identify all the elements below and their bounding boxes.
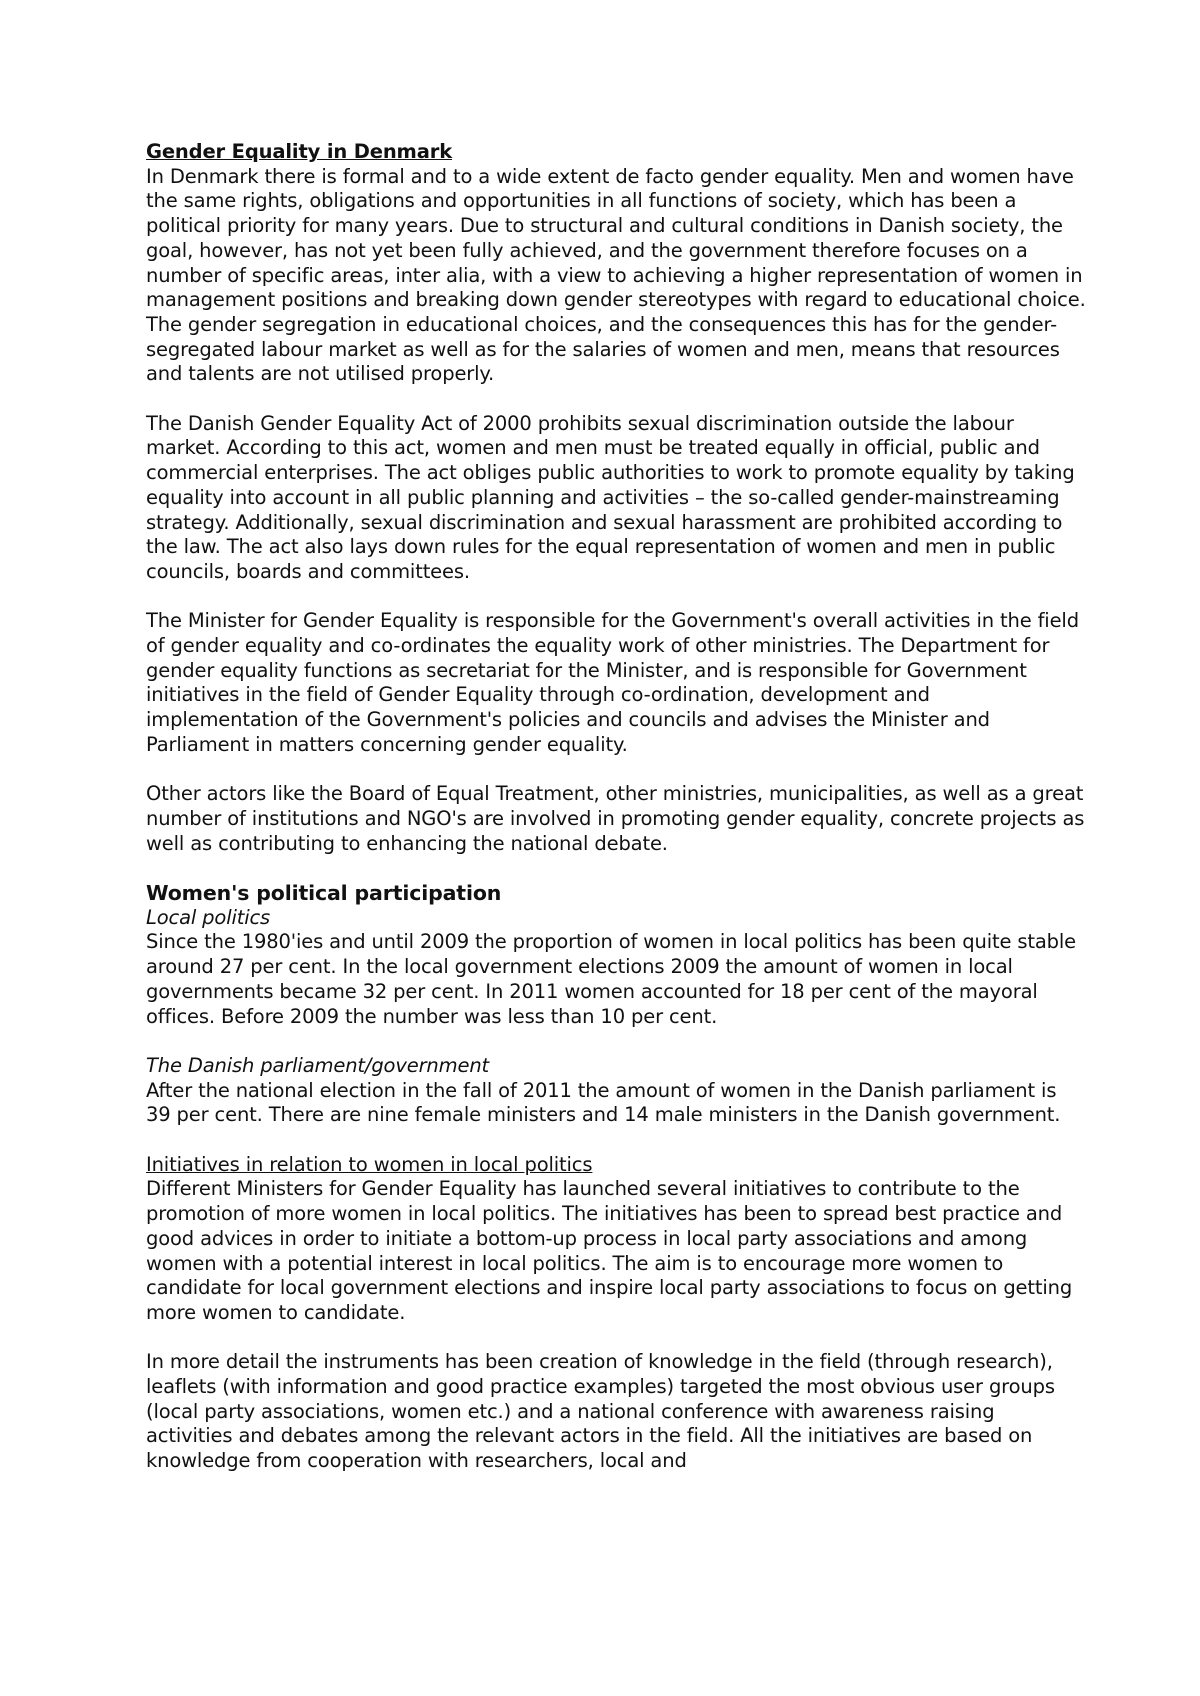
document-title: Gender Equality in Denmark (146, 140, 453, 163)
document-page (146, 140, 1086, 1474)
paragraph-instruments: In more detail the instruments has been creation of knowledge in the field (through research), leaflets (with information and good practice examples) targeted the most obvious user groups (local party associations, women etc.) and a national conference with awareness raising activities and debates among the relevant actors in the field. All the initiatives are based on knowledge from cooperation with researchers, local and (146, 1350, 1055, 1473)
section-heading-political-participation: Women's political participation (146, 881, 502, 906)
paragraph-initiatives: Different Ministers for Gender Equality has launched several initiatives to contribute to the promotion of more women in local politics. The initiatives has been to spread best practice and good advices in order to initiate a bottom-up process in local party associations and among women with a potential interest in local politics. The aim is to encourage more women to candidate for local government elections and inspire local party associations to focus on getting more women to candidate. (146, 1177, 1073, 1324)
subheading-parliament: The Danish parliament/government (146, 1053, 490, 1077)
paragraph-parliament: After the national election in the fall of 2011 the amount of women in the Danish parliament is 39 per cent. There are nine female ministers and 14 male ministers in the Danish government. (146, 1078, 1061, 1127)
subheading-initiatives: Initiatives in relation to women in local politics (146, 1152, 593, 1176)
intro-paragraph-3: The Minister for Gender Equality is responsible for the Government's overall activities in the field of gender equality and co-ordinates the equality work of other ministries. The Department for gender equality functions as secretariat for the Minister, and is responsible for Government initiatives in the field of Gender Equality through co-ordination, development and implementation of the Government's policies and councils and advises the Minister and Parliament in matters concerning gender equality. (146, 609, 1079, 756)
subheading-local-politics: Local politics (146, 905, 271, 929)
intro-paragraph-4: Other actors like the Board of Equal Treatment, other ministries, municipalities, as well as a great number of institutions and NGO's are involved in promoting gender equality, concrete projects as well as contributing to enhancing the national debate. (146, 782, 1085, 855)
intro-paragraph-1: In Denmark there is formal and to a wide extent de facto gender equality. Men and women have the same rights, obligations and opportunities in all functions of society, which has been a political priority for many years. Due to structural and cultural conditions in Danish society, the goal, however, has not yet been fully achieved, and the government therefore focuses on a number of specific areas, inter alia, with a view to achieving a higher representation of women in management positions and breaking down gender stereotypes with regard to educational choice. The gender segregation in educational choices, and the consequences this has for the gender-segregated labour market as well as for the salaries of women and men, means that resources and talents are not utilised properly. (146, 164, 1086, 386)
intro-paragraph-2: The Danish Gender Equality Act of 2000 prohibits sexual discrimination outside the labour market. According to this act, women and men must be treated equally in official, public and commercial enterprises. The act obliges public authorities to work to promote equality by taking equality into account in all public planning and activities – the so-called gender-mainstreaming strategy. Additionally, sexual discrimination and sexual harassment are prohibited according to the law. The act also lays down rules for the equal representation of women and men in public councils, boards and committees. (146, 411, 1075, 583)
paragraph-local-politics: Since the 1980'ies and until 2009 the proportion of women in local politics has been quite stable around 27 per cent. In the local government elections 2009 the amount of women in local governments became 32 per cent. In 2011 women accounted for 18 per cent of the mayoral offices. Before 2009 the number was less than 10 per cent. (146, 930, 1077, 1028)
